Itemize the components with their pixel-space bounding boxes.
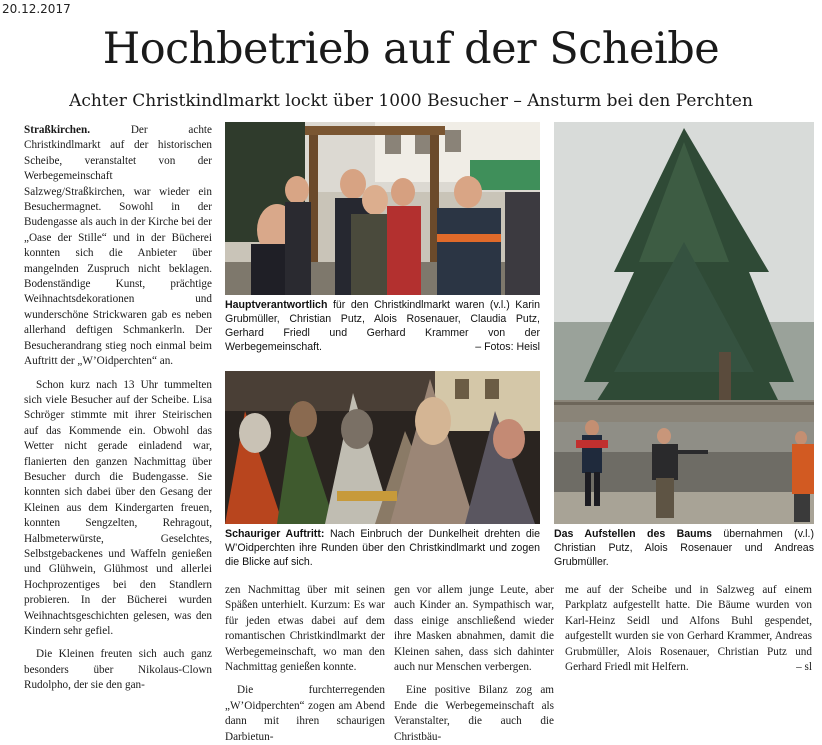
article-column-3	[394, 583, 554, 745]
paragraph: Eine positive Bilanz zog am Ende die Werbegemeinschaft als Veranstalter, die auch die Christbäu-	[394, 684, 554, 743]
article-column-4	[565, 583, 812, 675]
paragraph: me auf der Scheibe und in Salzweg auf einem Parkplatz aufgestellt hatte. Die Bäume wurden von Karl-Heinz Seidl und Alfons Buhl gespendet, aufgestellt wurden sie von Gerhard Krammer, Andreas Grubmüller, Alois Rosenauer, Christian Putz und Gerhard Friedl mit Helfern. – sl	[565, 583, 812, 675]
paragraph: Die furchterregenden „W’Oidperchten“ zogen am Abend dann mit ihren schaurigen Darbietun-	[225, 684, 385, 743]
subheadline: Achter Christkindlmarkt lockt über 1000 Besucher – Ansturm bei den Perchten	[69, 91, 753, 111]
paragraph: gen vor allem junge Leute, aber auch Kinder an. Sympathisch war, dass einige anschließend wieder ihre Masken abnahmen, damit die Kleinen sahen, dass sich dahinter auch nur Menschen verbergen.	[394, 584, 554, 674]
photo-caption-perchten: Schauriger Auftritt: Nach Einbruch der Dunkelheit drehten die W’Oidperchten ihre Runden über den Christkindlmarkt und zogen die Blicke auf sich.	[225, 528, 540, 568]
photo-christmas-tree	[554, 122, 814, 524]
publication-date: 20.12.2017	[2, 2, 71, 16]
paragraph: Die Kleinen freuten sich auch ganz besonders über Nikolaus-Clown Rudolpho, der sie den gan-	[24, 648, 212, 692]
photo-market-team	[225, 122, 540, 295]
article-column-2	[225, 583, 385, 745]
headline: Hochbetrieb auf der Scheibe	[102, 24, 720, 74]
photo-perchten	[225, 371, 540, 524]
photo-caption-christmas-tree: Das Aufstellen des Baums übernahmen (v.l.) Christian Putz, Alois Rosenauer und Andreas Grubmüller.	[554, 528, 814, 568]
paragraph: Straßkirchen. Der achte Christkindlmarkt auf der historischen Scheibe, veranstaltet von der Werbegemeinschaft Salzweg/Straßkirchen, war wieder ein Besuchermagnet. Sowohl in der Budengasse als auch in der Kirche bei der „Oase der Stille“ und in der Bücherei konnten sich die Anbieter über mangelnden Zuspruch nicht beklagen. Bodenständige Kunst, prächtige Weihnachtsdekorationen und wunderschöne Strickwaren gab es neben allerhand deftigen Schmankerln. Der Besucherandrang stieg noch einmal beim Auftritt der „W’Oidperchten“ an.	[24, 124, 212, 368]
photo-credit: – Fotos: Heisl	[475, 341, 540, 353]
article-column-1	[24, 123, 212, 694]
dateline: Straßkirchen.	[24, 124, 90, 136]
author-signature: – sl	[796, 661, 812, 674]
paragraph: zen Nachmittag über mit seinen Späßen unterhielt. Kurzum: Es war für jeden etwas dabei auf dem romantischen Christkindlmarkt der Werbegemeinschaft, wo man den Nachmittag genießen konnte.	[225, 584, 385, 674]
paragraph: Schon kurz nach 13 Uhr tummelten sich viele Besucher auf der Scheibe. Lisa Schröger stimmte mit ihrer Steirischen auf das Kommende ein. Obwohl das Wetter nicht gerade einladend war, flanierten den ganzen Nachmittag über Besucher durch die Budengasse. Sie konnten sich dabei über den Gesang der Kleinen aus dem Kindergarten freuen, konnten Sengzelten, Rehragout, Halbmeterwürste, Geselchtes, Selbstgebackenes und Waffeln genießen und Glühwein, Glühmost und allerlei Hochprozentiges bei den Standlern probieren. In der Bücherei wurden Weihnachtsgeschichten gelesen, was den Kindern sehr gefiel.	[24, 378, 212, 637]
photo-caption-market-team: Hauptverantwortlich für den Christkindlmarkt waren (v.l.) Karin Grubmüller, Christian Putz, Alois Rosenauer, Claudia Putz, Gerhard Friedl und Gerhard Krammer von der Werbegemeinschaft. – Fotos: Heisl	[225, 299, 540, 353]
